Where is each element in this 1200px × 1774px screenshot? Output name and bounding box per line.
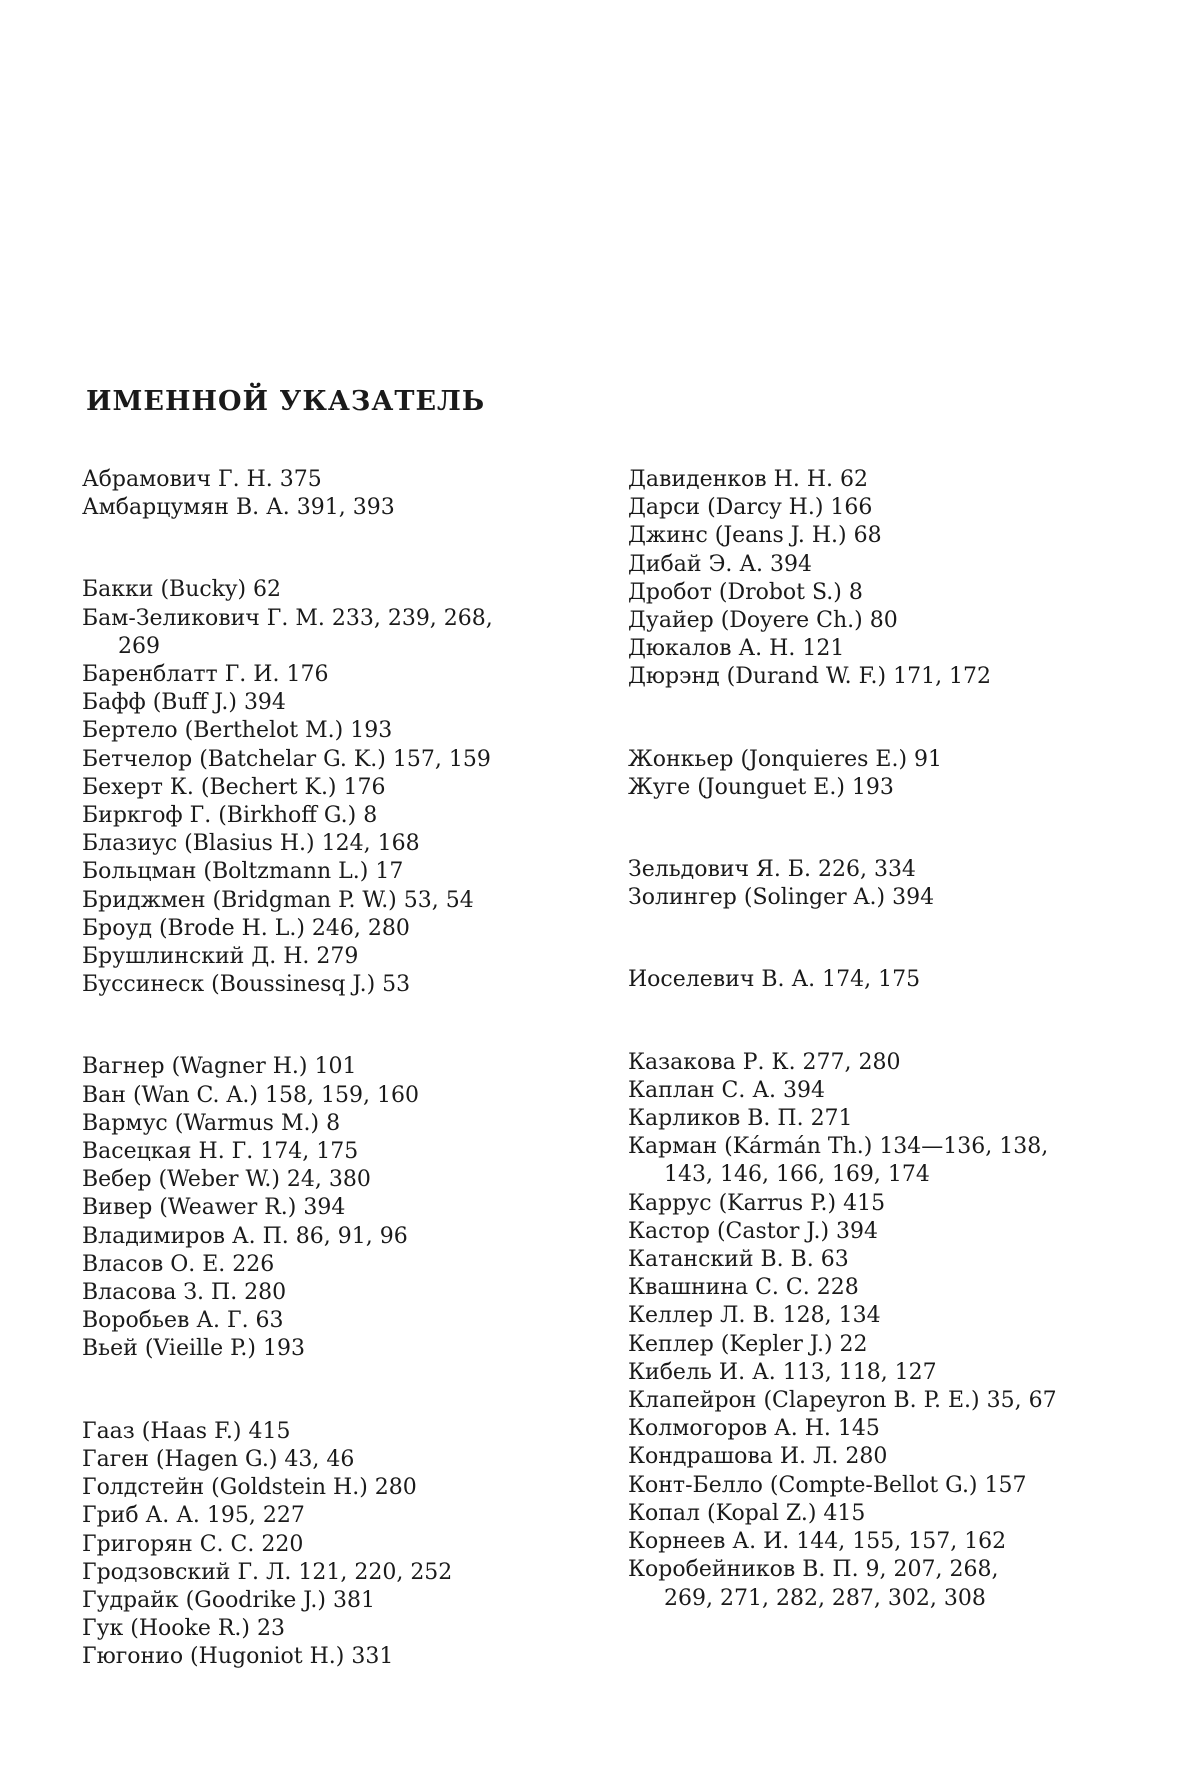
- index-entry-text: Биркгоф Г. (Birkhoff G.) 8: [82, 803, 378, 829]
- index-entry-text: Бам-Зеликович Г. М. 233, 239, 268,: [82, 605, 493, 631]
- index-entry: [628, 774, 1138, 802]
- index-entry-text: Вебер (Weber W.) 24, 380: [82, 1167, 371, 1193]
- index-letter-group: [628, 856, 1138, 912]
- index-entry: [82, 1615, 602, 1643]
- index-entry-text: Бехерт К. (Bechert K.) 176: [82, 774, 386, 800]
- index-entry: [82, 830, 602, 858]
- index-entry: [628, 1105, 1138, 1133]
- index-entry-text: Кибель И. А. 113, 118, 127: [628, 1359, 937, 1385]
- index-entry-text: Келлер Л. В. 128, 134: [628, 1303, 881, 1329]
- index-entry: [82, 605, 602, 661]
- index-entry: [628, 1500, 1138, 1528]
- index-entry-text: Броуд (Brode H. L.) 246, 280: [82, 915, 410, 941]
- index-entry-text: Дарси (Darcy H.) 166: [628, 495, 873, 521]
- index-entry: [628, 1274, 1138, 1302]
- index-entry: [82, 915, 602, 943]
- index-entry: [628, 551, 1138, 579]
- index-entry: [628, 663, 1138, 691]
- index-entry-text: Давиденков Н. Н. 62: [628, 467, 868, 492]
- index-entry-text: Кеплер (Kepler J.) 22: [628, 1331, 868, 1357]
- index-entry: [628, 1190, 1138, 1218]
- index-entry-text: Колмогоров А. Н. 145: [628, 1416, 880, 1442]
- index-entry: [628, 746, 1138, 774]
- index-entry: [82, 774, 602, 802]
- index-entry-text: Дюрэнд (Durand W. F.) 171, 172: [628, 664, 992, 690]
- index-entry: [628, 1049, 1138, 1077]
- index-entry-text: Бертело (Berthelot M.) 193: [82, 718, 393, 744]
- index-entry: [82, 1279, 602, 1307]
- index-entry: [628, 1556, 1138, 1612]
- page-title: ИМЕННОЙ УКАЗАТЕЛЬ: [86, 386, 486, 417]
- index-entry-text: Блазиус (Blasius H.) 124, 168: [82, 831, 420, 857]
- index-entry-text: Кастор (Castor J.) 394: [628, 1218, 879, 1244]
- index-entry: [82, 466, 602, 494]
- index-entry-text: Гриб А. А. 195, 227: [82, 1503, 305, 1529]
- index-entry-text: Кондрашова И. Л. 280: [628, 1444, 888, 1470]
- index-entry-text: Гааз (Haas F.) 415: [82, 1418, 291, 1444]
- index-entry: [628, 1472, 1138, 1500]
- index-entry: [628, 1443, 1138, 1471]
- index-entry-text: Карман (Kármán Th.) 134—136, 138,: [628, 1134, 1049, 1160]
- index-entry-text: Копал (Kopal Z.) 415: [628, 1500, 866, 1526]
- index-entry-text: Конт-Белло (Compte-Bellot G.) 157: [628, 1472, 1027, 1498]
- index-entry-text: Гродзовский Г. Л. 121, 220, 252: [82, 1559, 453, 1585]
- index-entry-text: Жуге (Jounguet E.) 193: [628, 774, 894, 800]
- index-entry-text: Жонкьер (Jonquieres E.) 91: [628, 746, 943, 772]
- index-entry: [82, 746, 602, 774]
- index-entry-text: Бетчелор (Batchelar G. K.) 157, 159: [82, 746, 491, 772]
- index-entry-text: Катанский В. В. 63: [628, 1247, 849, 1273]
- index-entry: [628, 1331, 1138, 1359]
- index-entry-text: Коробейников В. П. 9, 207, 268,: [628, 1557, 999, 1583]
- index-letter-group: [82, 1418, 602, 1672]
- index-entry: [82, 1643, 602, 1671]
- index-letter-group: [82, 576, 602, 999]
- index-entry-text: Бриджмен (Bridgman P. W.) 53, 54: [82, 887, 474, 913]
- index-entry-text: Карликов В. П. 271: [628, 1106, 853, 1132]
- index-entry-text: Вьей (Vieille P.) 193: [82, 1336, 305, 1362]
- index-entry-continuation: 143, 146, 166, 169, 174: [664, 1162, 930, 1188]
- index-entry-text: Каррус (Karrus P.) 415: [628, 1190, 886, 1216]
- index-entry: [628, 1387, 1138, 1415]
- index-entry: [82, 858, 602, 886]
- index-entry: [82, 1053, 602, 1081]
- index-letter-group: [82, 1053, 602, 1363]
- index-entry: [82, 1223, 602, 1251]
- index-entry-text: Брушлинский Д. Н. 279: [82, 944, 359, 970]
- index-entry: [82, 1110, 602, 1138]
- index-entry-text: Вармус (Warmus M.) 8: [82, 1110, 341, 1136]
- index-entry: [82, 1251, 602, 1279]
- index-entry-text: Буссинеск (Boussinesq J.) 53: [82, 972, 411, 998]
- index-entry-text: Вивер (Weawer R.) 394: [82, 1195, 346, 1221]
- index-entry-text: Гудрайк (Goodrike J.) 381: [82, 1587, 375, 1613]
- index-entry: [628, 494, 1138, 522]
- index-entry: [628, 856, 1138, 884]
- index-entry-text: Корнеев А. И. 144, 155, 157, 162: [628, 1529, 1007, 1555]
- index-entry: [628, 1302, 1138, 1330]
- index-entry-text: Абрамович Г. Н. 375: [82, 467, 322, 492]
- index-entry: [628, 579, 1138, 607]
- index-entry: [82, 1587, 602, 1615]
- index-entry: [82, 802, 602, 830]
- index-entry: [82, 1474, 602, 1502]
- index-entry: [82, 1559, 602, 1587]
- index-entry-text: Гаген (Hagen G.) 43, 46: [82, 1446, 355, 1472]
- index-letter-group: [628, 966, 1138, 994]
- index-entry: [82, 717, 602, 745]
- index-entry-text: Каплан С. А. 394: [628, 1077, 826, 1103]
- index-letter-group: [628, 466, 1138, 692]
- index-entry-text: Владимиров А. П. 86, 91, 96: [82, 1223, 408, 1249]
- index-entry: [628, 522, 1138, 550]
- index-entry-text: Больцман (Boltzmann L.) 17: [82, 859, 404, 885]
- index-entry: [82, 661, 602, 689]
- index-letter-group: [628, 746, 1138, 802]
- index-entry-text: Ван (Wan C. A.) 158, 159, 160: [82, 1082, 419, 1108]
- index-entry: [628, 607, 1138, 635]
- index-entry: [628, 1528, 1138, 1556]
- index-entry: [628, 466, 1138, 494]
- index-entry: [82, 1307, 602, 1335]
- index-entry-text: Баренблатт Г. И. 176: [82, 662, 329, 688]
- index-entry-text: Григорян С. С. 220: [82, 1531, 304, 1557]
- index-entry: [82, 1446, 602, 1474]
- index-entry-text: Золингер (Solinger A.) 394: [628, 885, 935, 911]
- index-entry: [82, 1138, 602, 1166]
- index-entry: [82, 1418, 602, 1446]
- index-entry-text: Иоселевич В. А. 174, 175: [628, 967, 921, 993]
- index-entry-text: Власов О. Е. 226: [82, 1251, 275, 1277]
- index-entry: [82, 943, 602, 971]
- index-entry-text: Клапейрон (Clapeyron B. P. E.) 35, 67: [628, 1388, 1057, 1414]
- index-letter-group: [628, 1049, 1138, 1613]
- index-entry: [628, 1077, 1138, 1105]
- index-entry-text: Воробьев А. Г. 63: [82, 1308, 284, 1334]
- index-letter-group: [82, 466, 602, 522]
- index-entry-text: Бакки (Bucky) 62: [82, 577, 282, 603]
- index-entry: [628, 884, 1138, 912]
- index-entry: [82, 1082, 602, 1110]
- index-entry-text: Зельдович Я. Б. 226, 334: [628, 857, 916, 883]
- index-entry-text: Дюкалов А. Н. 121: [628, 636, 845, 662]
- index-entry-text: Квашнина С. С. 228: [628, 1275, 859, 1301]
- index-entry-text: Вагнер (Wagner H.) 101: [82, 1054, 357, 1080]
- index-entry-text: Голдстейн (Goldstein H.) 280: [82, 1475, 417, 1501]
- index-entry-text: Васецкая Н. Г. 174, 175: [82, 1139, 359, 1165]
- index-entry: [628, 966, 1138, 994]
- index-entry: [82, 1194, 602, 1222]
- index-entry: [82, 1531, 602, 1559]
- index-entry-text: Джинс (Jeans J. H.) 68: [628, 523, 882, 549]
- index-entry: [82, 1502, 602, 1530]
- index-column-left: [82, 466, 602, 1726]
- index-entry-text: Дробот (Drobot S.) 8: [628, 579, 863, 605]
- index-entry-text: Казакова Р. К. 277, 280: [628, 1049, 901, 1075]
- index-entry: [628, 1359, 1138, 1387]
- index-entry: [628, 1133, 1138, 1189]
- index-entry-continuation: 269: [118, 633, 160, 659]
- index-entry: [82, 971, 602, 999]
- index-entry-text: Амбарцумян В. А. 391, 393: [82, 495, 395, 521]
- index-entry: [82, 494, 602, 522]
- index-entry: [82, 887, 602, 915]
- index-entry-text: Бафф (Buff J.) 394: [82, 690, 286, 716]
- index-entry-text: Дуайер (Doyere Ch.) 80: [628, 608, 898, 634]
- index-entry-text: Гюгонио (Hugoniot H.) 331: [82, 1644, 394, 1670]
- index-entry: [82, 689, 602, 717]
- index-entry: [82, 1335, 602, 1363]
- index-entry: [628, 1246, 1138, 1274]
- index-entry: [628, 1415, 1138, 1443]
- index-column-right: [628, 466, 1138, 1667]
- index-entry: [82, 576, 602, 604]
- index-entry: [82, 1166, 602, 1194]
- index-entry-continuation: 269, 271, 282, 287, 302, 308: [664, 1585, 986, 1611]
- index-entry: [628, 635, 1138, 663]
- index-entry-text: Дибай Э. А. 394: [628, 551, 813, 577]
- index-entry-text: Гук (Hooke R.) 23: [82, 1616, 285, 1642]
- index-entry: [628, 1218, 1138, 1246]
- index-entry-text: Власова З. П. 280: [82, 1280, 287, 1306]
